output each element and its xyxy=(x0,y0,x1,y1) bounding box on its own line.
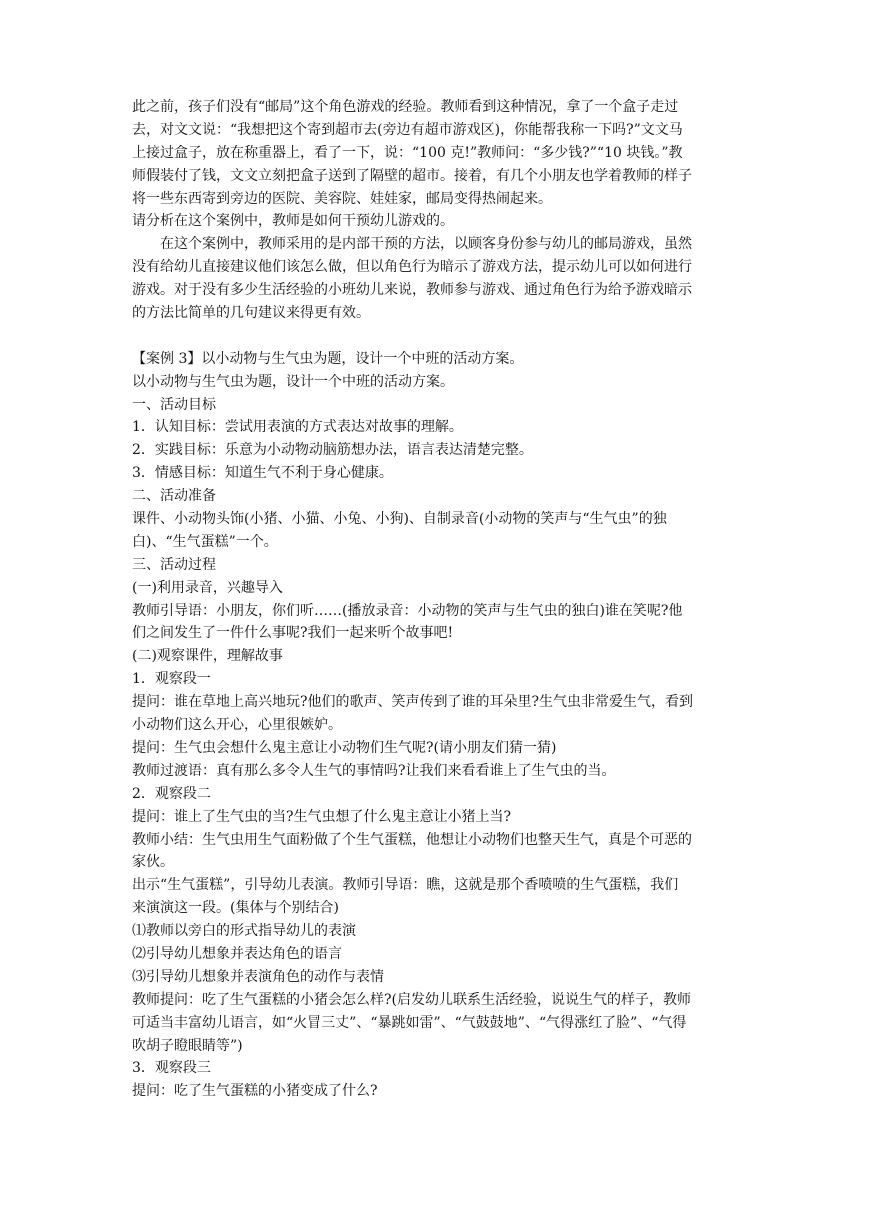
text-line: 课件、小动物头饰(小猪、小猫、小兔、小狗)、自制录音(小动物的笑声与“生气虫”的独 xyxy=(132,511,667,528)
text-line: 吹胡子瞪眼睛等”) xyxy=(132,1037,243,1054)
answer-line: 在这个案例中，教师采用的是内部干预的方法，以顾客身份参与幼儿的邮局游戏，虽然 xyxy=(160,236,692,253)
text-line: 提问：吃了生气蛋糕的小猪变成了什么? xyxy=(132,1083,378,1100)
text-line: 小动物们这么开心，心里很嫉妒。 xyxy=(132,717,342,734)
subsection-heading: (一)利用录音，兴趣导入 xyxy=(132,579,283,596)
text-line: 提问：生气虫会想什么鬼主意让小动物们生气呢?(请小朋友们猜一猜) xyxy=(132,739,557,756)
goal-item: 2．实践目标：乐意为小动物动脑筋想办法，语言表达清楚完整。 xyxy=(132,442,533,459)
text-line: 家伙。 xyxy=(132,854,174,871)
text-line: 们之间发生了一件什么事呢?我们一起来听个故事吧! xyxy=(132,625,454,642)
text-line: 提问：谁上了生气虫的当?生气虫想了什么鬼主意让小猪上当? xyxy=(132,808,512,825)
text-line: 上接过盒子，放在称重器上，看了一下，说：“100 克!”教师问：“多少钱?”“10 块钱。”教 xyxy=(132,144,683,161)
goal-item: 1．认知目标：尝试用表演的方式表达对故事的理解。 xyxy=(132,419,463,436)
document-body xyxy=(132,96,742,1103)
step-heading: 3．观察段三 xyxy=(132,1060,211,1077)
question-line: 请分析在这个案例中，教师是如何干预幼儿游戏的。 xyxy=(132,213,454,230)
text-line: 教师提问：吃了生气蛋糕的小猪会怎么样?(启发幼儿联系生活经验，说说生气的样子，教师 xyxy=(132,991,691,1008)
text-line: 去，对文文说：“我想把这个寄到超市去(旁边有超市游戏区)，你能帮我称一下吗?”文文马 xyxy=(132,121,683,138)
section-heading: 三、活动过程 xyxy=(132,556,216,573)
section-heading: 二、活动准备 xyxy=(132,488,216,505)
text-line: 来演演这一段。(集体与个别结合) xyxy=(132,900,339,917)
case-heading: 【案例 3】以小动物与生气虫为题，设计一个中班的活动方案。 xyxy=(132,350,524,367)
numbered-item: ⑵引导幼儿想象并表达角色的语言 xyxy=(132,945,342,962)
step-heading: 1．观察段一 xyxy=(132,671,211,688)
text-line: 可适当丰富幼儿语言，如“火冒三丈”、“暴跳如雷”、“气鼓鼓地”、“气得涨红了脸”、“气得 xyxy=(132,1014,687,1031)
subsection-heading: (二)观察课件，理解故事 xyxy=(132,648,283,665)
answer-line: 的方法比简单的几句建议来得更有效。 xyxy=(132,305,370,322)
section-heading: 一、活动目标 xyxy=(132,396,216,413)
text-line: 教师引导语：小朋友，你们听……(播放录音：小动物的笑声与生气虫的独白)谁在笑呢?他 xyxy=(132,602,683,619)
blank-line xyxy=(132,325,742,348)
numbered-item: ⑶引导幼儿想象并表演角色的动作与表情 xyxy=(132,968,384,985)
answer-line: 游戏。对于没有多少生活经验的小班幼儿来说，教师参与游戏、通过角色行为给予游戏暗示 xyxy=(132,282,692,299)
step-heading: 2．观察段二 xyxy=(132,785,211,802)
text-line: 教师小结：生气虫用生气面粉做了个生气蛋糕，他想让小动物们也整天生气，真是个可恶的 xyxy=(132,831,692,848)
text-line: 师假装付了钱，文文立刻把盒子送到了隔壁的超市。接着，有几个小朋友也学着教师的样子 xyxy=(132,167,692,184)
text-line: 以小动物与生气虫为题，设计一个中班的活动方案。 xyxy=(132,373,454,390)
text-line: 将一些东西寄到旁边的医院、美容院、娃娃家，邮局变得热闹起来。 xyxy=(132,190,552,207)
text-line: 白)、“生气蛋糕”一个。 xyxy=(132,533,278,550)
numbered-item: ⑴教师以旁白的形式指导幼儿的表演 xyxy=(132,923,356,940)
text-line: 提问：谁在草地上高兴地玩?他们的歌声、笑声传到了谁的耳朵里?生气虫非常爱生气，看到 xyxy=(132,694,694,711)
goal-item: 3．情感目标：知道生气不利于身心健康。 xyxy=(132,465,393,482)
text-line: 此之前，孩子们没有“邮局”这个角色游戏的经验。教师看到这种情况，拿了一个盒子走过 xyxy=(132,99,679,115)
text-line: 出示“生气蛋糕”，引导幼儿表演。教师引导语：瞧，这就是那个香喷喷的生气蛋糕，我们 xyxy=(132,877,679,894)
answer-line: 没有给幼儿直接建议他们该怎么做，但以角色行为暗示了游戏方法，提示幼儿可以如何进行 xyxy=(132,259,692,276)
text-line: 教师过渡语：真有那么多令人生气的事情吗?让我们来看看谁上了生气虫的当。 xyxy=(132,762,616,779)
